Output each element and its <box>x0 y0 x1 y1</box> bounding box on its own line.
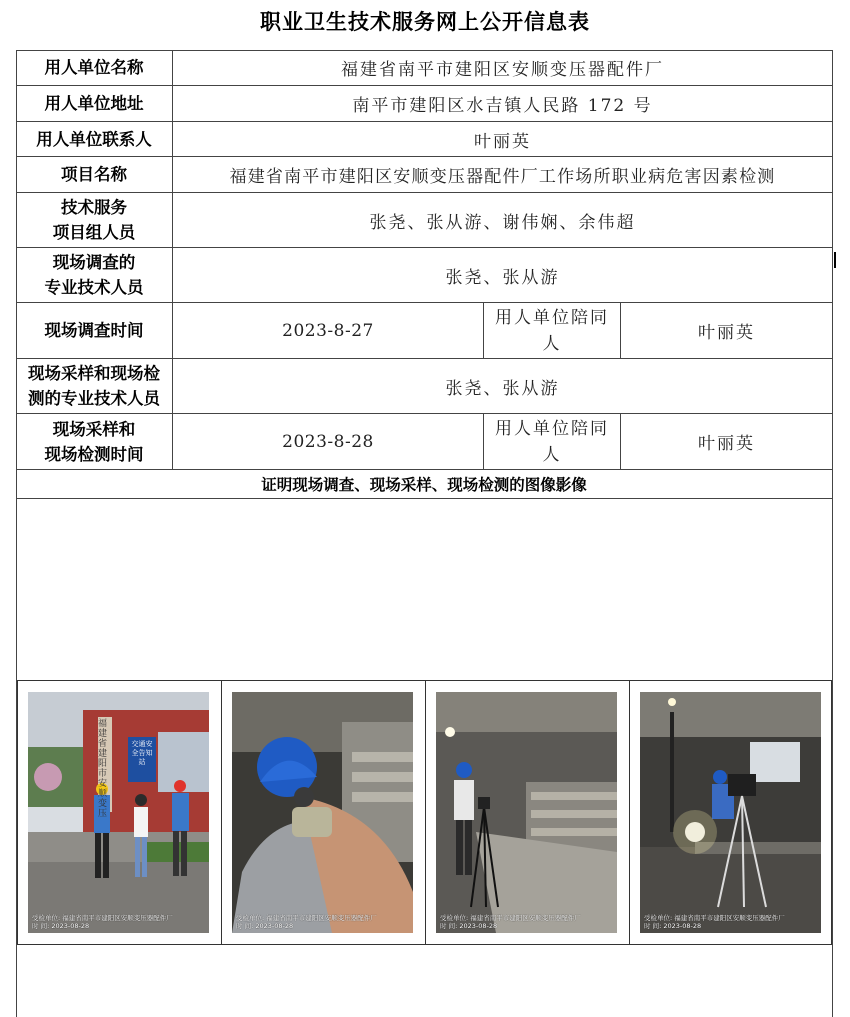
label-sampling-staff <box>16 359 173 414</box>
value-sampling-staff: 张尧、张从游 <box>173 359 833 414</box>
label-sampling-staff-line2: 测的专业技术人员 <box>28 389 160 408</box>
photo-1-sign-text: 福建省建阳市安顺变压 <box>98 719 108 819</box>
photo-1-entrance <box>28 692 209 933</box>
images-caption: 证明现场调查、现场采样、现场检测的图像影像 <box>16 470 833 499</box>
page-title: 职业卫生技术服务网上公开信息表 <box>260 10 590 34</box>
label-contact: 用人单位联系人 <box>16 122 173 157</box>
photo-2-watermark: 受检单位: 福建省南平市建阳区安顺变压器配件厂 时 间: 2023-08-28 <box>236 914 377 930</box>
label-survey-time: 现场调查时间 <box>16 303 173 359</box>
value-sampling-escort: 叶丽英 <box>621 414 833 470</box>
label-sampling-time-line2: 现场检测时间 <box>44 444 144 464</box>
photo-strip <box>17 680 832 945</box>
label-survey-staff-line1: 现场调查的 <box>52 253 136 272</box>
photo-1-sign-board: 交通安全告知站 <box>131 740 153 766</box>
photo-4-watermark: 受检单位: 福建省南平市建阳区安顺变压器配件厂 时 间: 2023-08-28 <box>644 914 785 930</box>
label-sampling-time-line1: 现场采样和 <box>52 419 136 439</box>
value-survey-date: 2023-8-27 <box>173 303 484 359</box>
label-team-line2: 项目组人员 <box>52 223 136 242</box>
label-survey-staff <box>16 248 173 303</box>
value-contact: 叶丽英 <box>173 122 833 157</box>
text-cursor <box>834 252 836 268</box>
value-sampling-date: 2023-8-28 <box>173 414 484 470</box>
photo-2-noise-measurement <box>232 692 413 933</box>
value-survey-staff: 张尧、张从游 <box>173 248 833 303</box>
photo-cell-1 <box>18 681 222 944</box>
value-survey-escort: 叶丽英 <box>621 303 833 359</box>
label-sampling-escort: 用人单位陪同人 <box>484 414 621 470</box>
photo-3-watermark: 受检单位: 福建省南平市建阳区安顺变压器配件厂 时 间: 2023-08-28 <box>440 914 581 930</box>
label-unit-name: 用人单位名称 <box>16 50 173 86</box>
photo-cell-3 <box>426 681 630 944</box>
label-project-name: 项目名称 <box>16 157 173 193</box>
photo-1-watermark: 受检单位: 福建省南平市建阳区安顺变压器配件厂 时 间: 2023-08-28 <box>32 914 173 930</box>
value-team: 张尧、张从游、谢伟娴、余伟超 <box>173 193 833 248</box>
value-unit-address: 南平市建阳区水吉镇人民路 172 号 <box>173 86 833 122</box>
photo-4-welding-detection <box>640 692 821 933</box>
label-team-line1: 技术服务 <box>61 198 127 217</box>
label-survey-escort: 用人单位陪同人 <box>484 303 621 359</box>
photo-3-sampling <box>436 692 617 933</box>
value-project-name: 福建省南平市建阳区安顺变压器配件厂工作场所职业病危害因素检测 <box>173 157 833 193</box>
value-unit-name: 福建省南平市建阳区安顺变压器配件厂 <box>173 50 833 86</box>
label-team <box>16 193 173 248</box>
photo-cell-2 <box>222 681 426 944</box>
photo-cell-4 <box>630 681 833 944</box>
label-unit-address: 用人单位地址 <box>16 86 173 122</box>
label-sampling-time <box>16 414 173 470</box>
label-survey-staff-line2: 专业技术人员 <box>44 278 144 297</box>
label-sampling-staff-line1: 现场采样和现场检 <box>28 364 160 383</box>
